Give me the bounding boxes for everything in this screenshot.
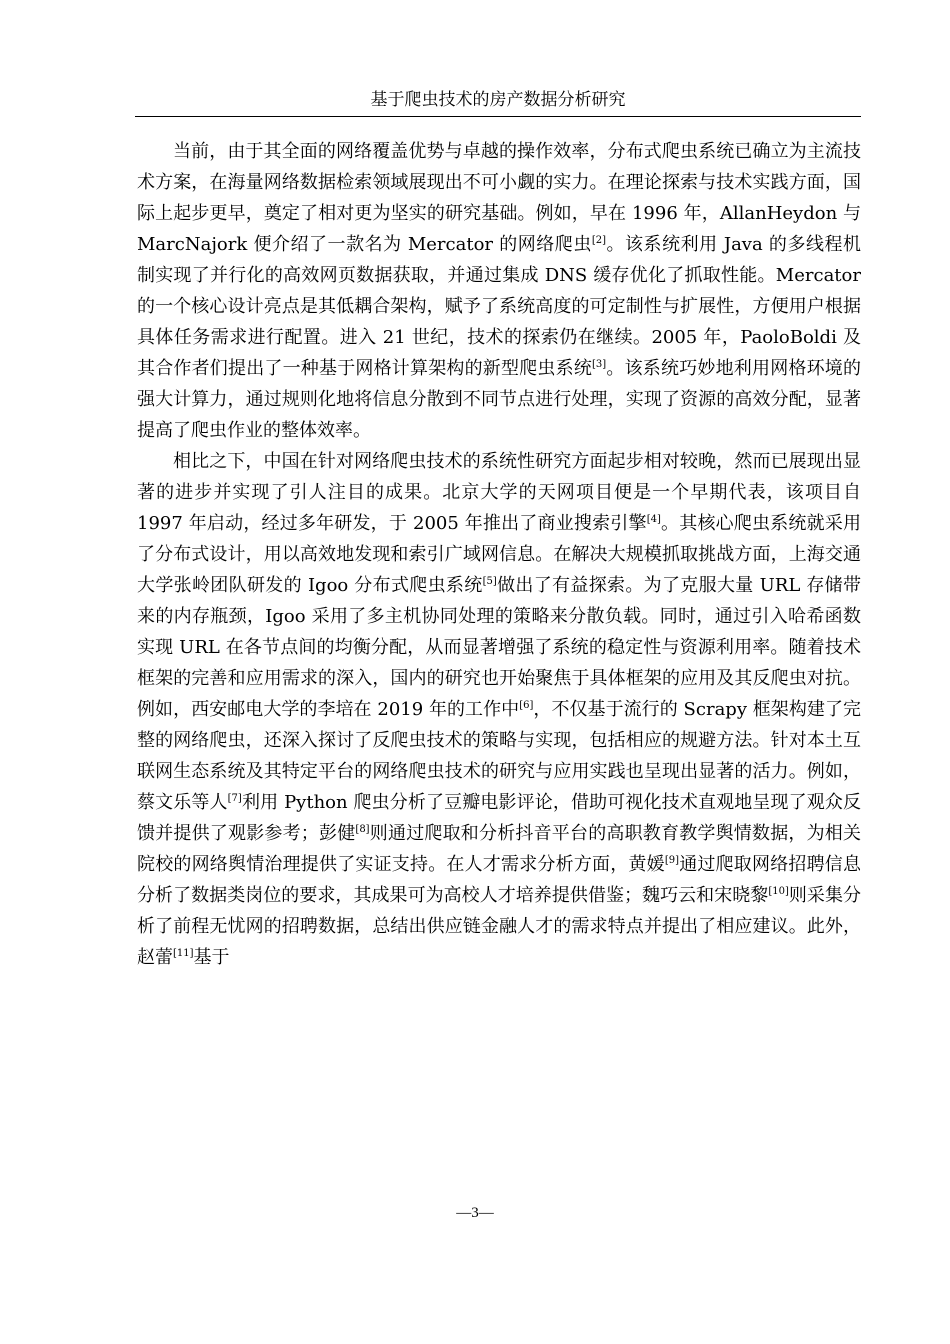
paragraph-text-run: 则通过爬取和分析抖音平台的高职教育教学舆情数据，为相关院校的网络舆情治理提供了实证支持。在人才需求分析方面，黄媛 [137,823,862,875]
citation-marker: [10] [768,886,789,897]
paragraph-text-run: 。该系统巧妙地利用网格环境的强大计算力，通过规则化地将信息分散到不同节点进行处理，实现了资源的高效分配，显著提高了爬虫作业的整体效率。 [137,358,861,441]
paragraph-text-run: 则采集分析了前程无忧网的招聘数据，总结出供应链金融人才的需求特点并提出了相应建议。此外，赵蕾 [137,885,862,968]
paragraph-domestic-research [137,446,861,973]
paragraph-text-run: 利用 Python 爬虫分析了豆瓣电影评论，借助可视化技术直观地呈现了观众反馈并提供了观影参考；彭健 [137,792,861,844]
citation-marker: [8] [355,824,370,835]
citation-marker: [11] [173,948,194,959]
paragraph-text-run: ，不仅基于流行的 Scrapy 框架构建了完整的网络爬虫，还深入探讨了反爬虫技术的策略与实现，包括相应的规避方法。针对本土互联网生态系统及其特定平台的网络爬虫技术的研究与应用实践也呈现出显著的活力。例如，蔡文乐等人 [137,699,861,813]
paragraph-text-run: 。该系统利用 Java 的多线程机制实现了并行化的高效网页数据获取，并通过集成 DNS 缓存优化了抓取性能。Mercator 的一个核心设计亮点是其低耦合架构，赋予了系统高度的可定制性与扩展性，方便用户根据具体任务需求进行配置。进入 21 世纪，技术的探索仍在继续。2005 年，PaoloBoldi 及其合作者们提出了一种基于网格计算架构的新型爬虫系统 [137,234,861,379]
paragraph-text-run: 通过爬取网络招聘信息分析了数据类岗位的要求，其成果可为高校人才培养提供借鉴；魏巧云和宋晓黎 [137,854,862,906]
paragraph-international-research [137,136,861,446]
paragraph-text-run: 做出了有益探索。为了克服大量 URL 存储带来的内存瓶颈，Igoo 采用了多主机协同处理的策略来分散负载。同时，通过引入哈希函数实现 URL 在各节点间的均衡分配，从而显著增强了系统的稳定性与资源利用率。随着技术框架的完善和应用需求的深入，国内的研究也开始聚焦于具体框架的应用及其反爬虫对抗。例如，西安邮电大学的李培在 2019 年的工作中 [137,575,862,720]
body-text [137,136,861,973]
citation-marker: [9] [664,855,679,866]
paragraph-text-run: 基于 [193,947,230,968]
citation-marker: [7] [227,793,242,804]
citation-marker: [5] [482,576,497,587]
header-rule [135,116,861,117]
paragraph-text-run: 。其核心爬虫系统就采用了分布式设计，用以高效地发现和索引广域网信息。在解决大规模抓取挑战方面，上海交通大学张岭团队研发的 Igoo 分布式爬虫系统 [137,513,862,596]
citation-marker: [2] [591,235,607,246]
page-number: —3— [456,1205,494,1221]
running-header-title: 基于爬虫技术的房产数据分析研究 [370,90,626,110]
paragraph-text-run: 相比之下，中国在针对网络爬虫技术的系统性研究方面起步相对较晚，然而已展现出显著的进步并实现了引人注目的成果。北京大学的天网项目便是一个早期代表，该项目自 1997 年启动，经过多年研发，于 2005 年推出了商业搜索引擎 [137,451,861,534]
citation-marker: [4] [646,514,661,525]
paragraph-text-run: 当前，由于其全面的网络覆盖优势与卓越的操作效率，分布式爬虫系统已确立为主流技术方案，在海量网络数据检索领域展现出不可小觑的实力。在理论探索与技术实践方面，国际上起步更早，奠定了相对更为坚实的研究基础。例如，早在 1996 年，AllanHeydon 与 MarcNajork 便介绍了一款名为 Mercator 的网络爬虫 [137,141,861,255]
citation-marker: [3] [592,359,607,370]
citation-marker: [6] [519,700,534,711]
